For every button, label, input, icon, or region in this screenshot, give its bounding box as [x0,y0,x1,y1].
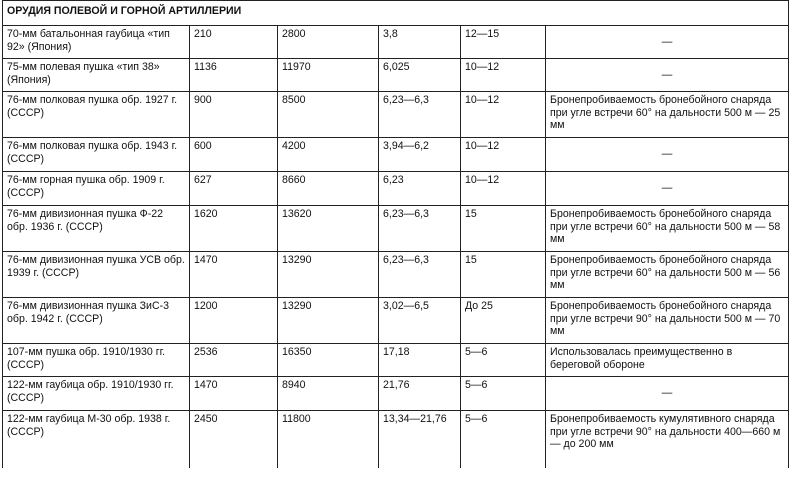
section-title: ОРУДИЯ ПОЛЕВОЙ И ГОРНОЙ АРТИЛЛЕРИИ [3,1,789,26]
value-cell-2: 11800 [278,411,379,469]
value-cell-3: 6,025 [379,59,461,92]
value-cell-2: 4200 [278,138,379,172]
value-cell-2: 8940 [278,377,379,411]
value-cell-4: 12—15 [461,26,546,59]
value-cell-4: 5—6 [461,377,546,411]
value-cell-1: 1136 [190,59,278,92]
note-cell: — [546,138,789,172]
value-cell-3: 21,76 [379,377,461,411]
table-row [3,252,789,298]
value-cell-3: 3,02—6,5 [379,298,461,344]
gun-name-cell: 122-мм гаубица обр. 1910/1930 гг. (СССР) [3,377,190,411]
value-cell-3: 3,8 [379,26,461,59]
value-cell-1: 210 [190,26,278,59]
table-row [3,92,789,138]
note-cell: Бронепробиваемость бронебойного снаряда при угле встречи 60° на дальности 500 м — 56 мм [546,252,789,298]
value-cell-4: До 25 [461,298,546,344]
note-cell: Бронепробиваемость бронебойного снаряда при угле встречи 90° на дальности 500 м — 70 мм [546,298,789,344]
table-row [3,206,789,252]
value-cell-1: 1200 [190,298,278,344]
section-header-row [3,1,789,26]
gun-name-cell: 75-мм полевая пушка «тип 38» (Япония) [3,59,190,92]
value-cell-3: 17,18 [379,344,461,377]
table-row [3,377,789,411]
value-cell-2: 13290 [278,252,379,298]
value-cell-2: 13290 [278,298,379,344]
note-cell: Бронепробиваемость бронебойного снаряда при угле встречи 60° на дальности 500 м — 58 мм [546,206,789,252]
note-cell: — [546,26,789,59]
value-cell-2: 8660 [278,172,379,206]
value-cell-4: 15 [461,206,546,252]
value-cell-3: 6,23—6,3 [379,252,461,298]
value-cell-4: 15 [461,252,546,298]
value-cell-1: 2536 [190,344,278,377]
note-cell: — [546,172,789,206]
gun-name-cell: 76-мм дивизионная пушка УСВ обр. 1939 г. (СССР) [3,252,190,298]
note-cell: Бронепробиваемость бронебойного снаряда при угле встречи 60° на дальности 500 м — 25 мм [546,92,789,138]
value-cell-2: 8500 [278,92,379,138]
value-cell-4: 10—12 [461,92,546,138]
gun-name-cell: 76-мм дивизионная пушка Ф-22 обр. 1936 г. (СССР) [3,206,190,252]
table-row [3,172,789,206]
value-cell-4: 10—12 [461,138,546,172]
value-cell-2: 16350 [278,344,379,377]
value-cell-1: 1470 [190,252,278,298]
table-row [3,59,789,92]
value-cell-1: 900 [190,92,278,138]
value-cell-1: 600 [190,138,278,172]
gun-name-cell: 70-мм батальонная гаубица «тип 92» (Япония) [3,26,190,59]
table-row [3,411,789,469]
value-cell-2: 2800 [278,26,379,59]
gun-name-cell: 76-мм полковая пушка обр. 1927 г. (СССР) [3,92,190,138]
document-page [2,0,788,493]
value-cell-2: 13620 [278,206,379,252]
table-row [3,298,789,344]
note-cell: Использовалась преимущественно в береговой обороне [546,344,789,377]
note-cell: — [546,59,789,92]
value-cell-2: 11970 [278,59,379,92]
value-cell-3: 6,23—6,3 [379,206,461,252]
value-cell-1: 2450 [190,411,278,469]
value-cell-3: 6,23—6,3 [379,92,461,138]
value-cell-3: 6,23 [379,172,461,206]
value-cell-4: 10—12 [461,172,546,206]
value-cell-1: 1620 [190,206,278,252]
value-cell-4: 5—6 [461,344,546,377]
value-cell-4: 5—6 [461,411,546,469]
gun-name-cell: 76-мм полковая пушка обр. 1943 г. (СССР) [3,138,190,172]
artillery-table [2,0,789,468]
value-cell-4: 10—12 [461,59,546,92]
note-cell: — [546,377,789,411]
note-cell: Бронепробиваемость кумулятивного снаряда при угле встречи 90° на дальности 400—660 м — до 200 мм [546,411,789,469]
value-cell-3: 3,94—6,2 [379,138,461,172]
table-row [3,26,789,59]
value-cell-1: 1470 [190,377,278,411]
value-cell-3: 13,34—21,76 [379,411,461,469]
gun-name-cell: 107-мм пушка обр. 1910/1930 гг. (СССР) [3,344,190,377]
gun-name-cell: 122-мм гаубица М-30 обр. 1938 г. (СССР) [3,411,190,469]
value-cell-1: 627 [190,172,278,206]
table-row [3,344,789,377]
table-row [3,138,789,172]
gun-name-cell: 76-мм дивизионная пушка ЗиС-3 обр. 1942 г. (СССР) [3,298,190,344]
gun-name-cell: 76-мм горная пушка обр. 1909 г. (СССР) [3,172,190,206]
